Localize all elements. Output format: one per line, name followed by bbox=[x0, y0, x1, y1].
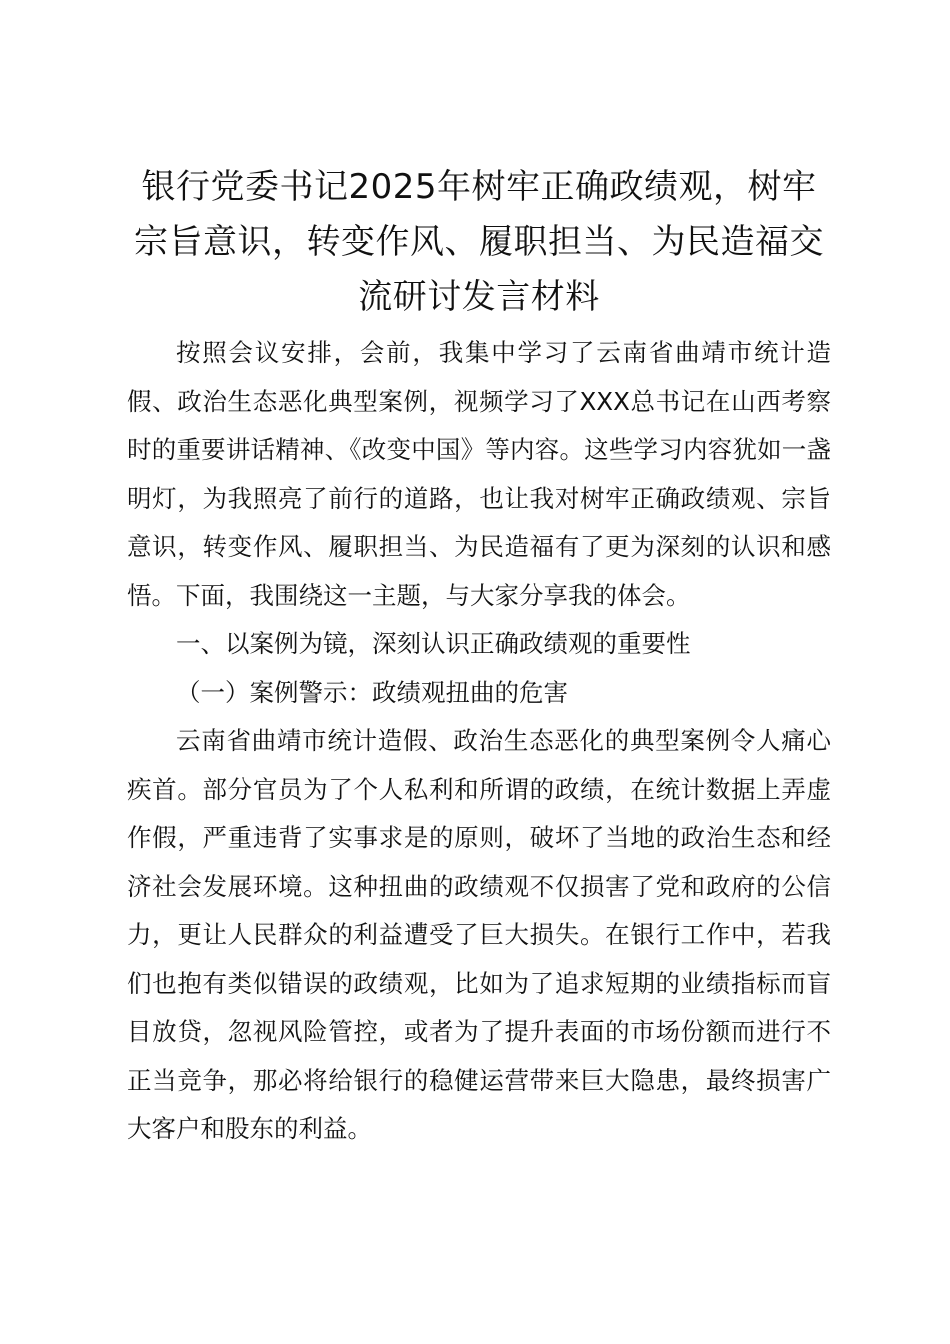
document-title: 银行党委书记2025年树牢正确政绩观，树牢宗旨意识，转变作风、履职担当、为民造福交流研讨发言材料 bbox=[134, 167, 824, 317]
document-content bbox=[127, 160, 831, 1154]
intro-paragraph: 按照会议安排，会前，我集中学习了云南省曲靖市统计造假、政治生态恶化典型案例，视频学习了XXX总书记在山西考察时的重要讲话精神、《改变中国》等内容。这些学习内容犹如一盏明灯，为我照亮了前行的道路，也让我对树牢正确政绩观、宗旨意识，转变作风、履职担当、为民造福有了更为深刻的认识和感悟。下面，我围绕这一主题，与大家分享我的体会。 bbox=[127, 338, 831, 610]
body-paragraph: 云南省曲靖市统计造假、政治生态恶化的典型案例令人痛心疾首。部分官员为了个人私利和所谓的政绩，在统计数据上弄虚作假，严重违背了实事求是的原则，破坏了当地的政治生态和经济社会发展环境。这种扭曲的政绩观不仅损害了党和政府的公信力，更让人民群众的利益遭受了巨大损失。在银行工作中，若我们也抱有类似错误的政绩观，比如为了追求短期的业绩指标而盲目放贷，忽视风险管控，或者为了提升表面的市场份额而进行不正当竞争，那必将给银行的稳健运营带来巨大隐患，最终损害广大客户和股东的利益。 bbox=[127, 726, 831, 1143]
section-heading: 一、以案例为镜，深刻认识正确政绩观的重要性 bbox=[176, 629, 691, 658]
subsection-heading: （一）案例警示：政绩观扭曲的危害 bbox=[176, 677, 568, 707]
